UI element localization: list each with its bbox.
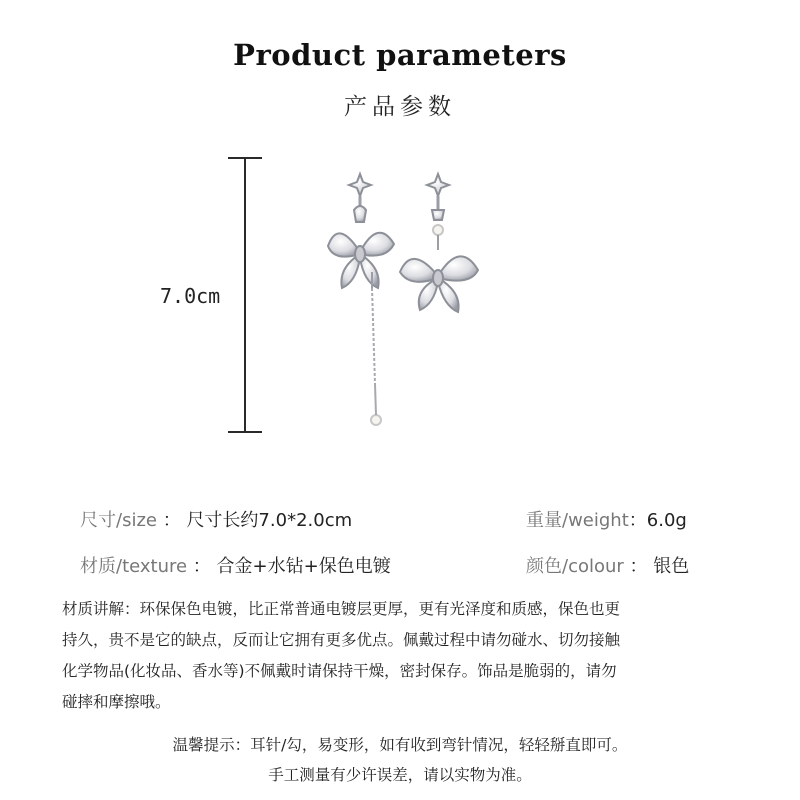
description-line: 化学物品(化妆品、香水等)不佩戴时请保持干燥，密封保存。饰品是脆弱的，请勿: [62, 662, 617, 680]
right-earring: [400, 174, 478, 312]
title-english: Product parameters: [233, 38, 567, 72]
spec-size-key: 尺寸/size: [80, 510, 157, 531]
spec-texture-separator: ：: [187, 556, 211, 577]
spec-texture: [80, 552, 391, 578]
description-line: 碰摔和摩擦哦。: [62, 693, 171, 711]
spec-colour: [526, 552, 689, 578]
material-description: [62, 594, 752, 718]
spec-size-value: 尺寸长约7.0*2.0cm: [186, 510, 353, 531]
spec-colour-value: 银色: [653, 556, 690, 577]
length-ruler: [228, 157, 262, 433]
spec-weight-separator: ：: [628, 510, 647, 531]
description-line: 持久，贵不是它的缺点，反而让它拥有更多优点。佩戴过程中请勿碰水、切勿接触: [62, 631, 621, 649]
spec-weight-key: 重量/weight: [526, 510, 629, 531]
warm-tip: 温馨提示：耳针/勾，易变形，如有收到弯针情况，轻轻掰直即可。: [172, 736, 628, 754]
spec-size: [80, 506, 352, 532]
length-label: 7.0cm: [160, 284, 221, 308]
spec-texture-value: 合金+水钻+保色电镀: [216, 556, 391, 577]
spec-texture-key: 材质/texture: [80, 556, 188, 577]
spec-weight-value: 6.0g: [646, 510, 687, 531]
spec-colour-separator: ：: [623, 556, 648, 577]
left-earring: [328, 174, 394, 425]
ruler-line: [244, 157, 246, 433]
measurement-note: 手工测量有少许误差，请以实物为准。: [268, 766, 532, 784]
spec-size-separator: ：: [156, 510, 181, 531]
butterfly-earrings-image: [320, 160, 500, 440]
spec-weight: [526, 506, 687, 532]
ruler-bottom-tick: [228, 431, 262, 433]
description-line: 材质讲解：环保保色电镀，比正常普通电镀层更厚，更有光泽度和质感，保色也更: [62, 600, 621, 618]
title-chinese: 产品参数: [344, 94, 456, 120]
spec-colour-key: 颜色/colour: [526, 556, 624, 577]
